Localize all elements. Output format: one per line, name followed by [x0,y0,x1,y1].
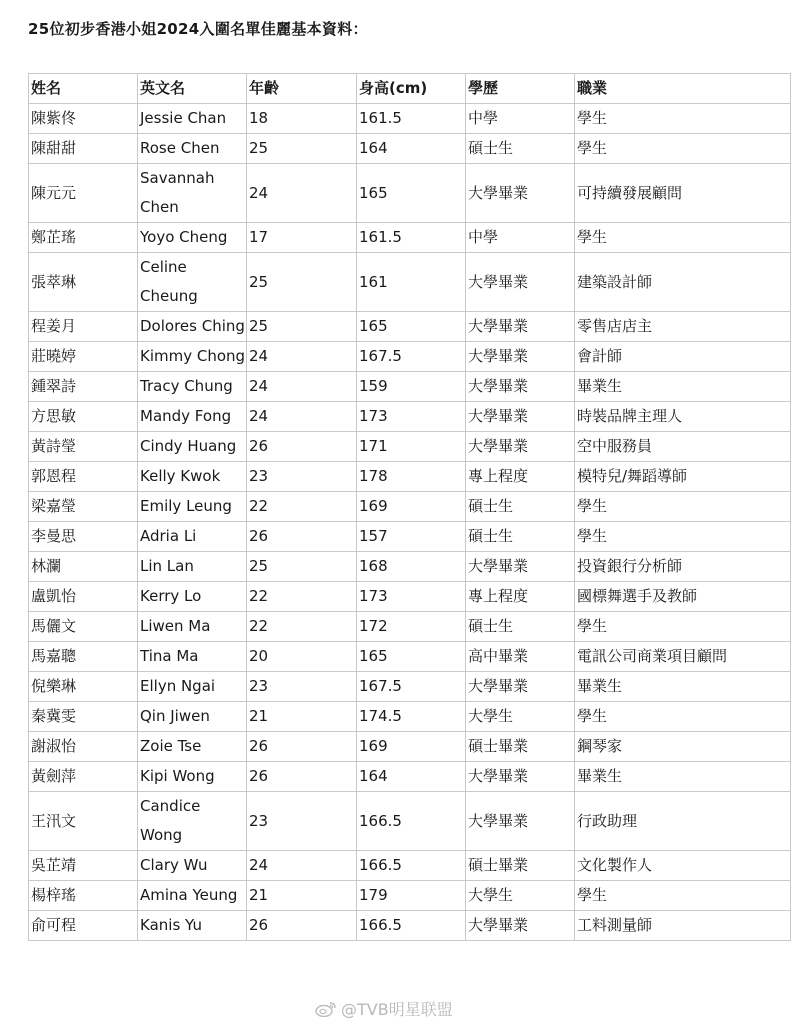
cell-age: 25 [247,134,357,164]
cell-height: 164 [357,762,466,792]
cell-height: 166.5 [357,792,466,851]
cell-english-name: Ellyn Ngai [138,672,247,702]
cell-name: 吳芷靖 [29,851,138,881]
cell-occupation: 學生 [575,881,791,911]
cell-name: 俞可程 [29,911,138,941]
cell-english-name: Adria Li [138,522,247,552]
cell-age: 24 [247,372,357,402]
cell-name: 馬嘉聰 [29,642,138,672]
table-row [29,372,791,402]
cell-education: 大學畢業 [466,402,575,432]
cell-english-name: Lin Lan [138,552,247,582]
cell-height: 159 [357,372,466,402]
cell-height: 168 [357,552,466,582]
cell-name: 楊梓瑤 [29,881,138,911]
table-row [29,851,791,881]
table-row [29,432,791,462]
cell-height: 178 [357,462,466,492]
cell-age: 22 [247,492,357,522]
cell-name: 秦冀雯 [29,702,138,732]
cell-education: 大學畢業 [466,762,575,792]
cell-english-name: Cindy Huang [138,432,247,462]
cell-education: 碩士生 [466,522,575,552]
header-occupation: 職業 [575,74,791,104]
cell-english-name: Kimmy Chong [138,342,247,372]
cell-height: 165 [357,312,466,342]
cell-occupation: 行政助理 [575,792,791,851]
cell-english-name: Clary Wu [138,851,247,881]
cell-age: 26 [247,911,357,941]
cell-name: 梁嘉瑩 [29,492,138,522]
cell-education: 大學畢業 [466,342,575,372]
cell-english-name: Rose Chen [138,134,247,164]
cell-education: 大學畢業 [466,911,575,941]
cell-name: 鄭芷瑤 [29,223,138,253]
cell-name: 方思敏 [29,402,138,432]
table-row [29,462,791,492]
cell-education: 碩士畢業 [466,732,575,762]
cell-age: 25 [247,552,357,582]
cell-age: 22 [247,582,357,612]
cell-height: 172 [357,612,466,642]
cell-occupation: 投資銀行分析師 [575,552,791,582]
cell-english-name: Kerry Lo [138,582,247,612]
cell-age: 21 [247,881,357,911]
cell-name: 謝淑怡 [29,732,138,762]
cell-english-name: Candice Wong [138,792,247,851]
cell-height: 167.5 [357,342,466,372]
cell-education: 大學畢業 [466,432,575,462]
table-row [29,223,791,253]
cell-age: 26 [247,432,357,462]
cell-education: 大學生 [466,881,575,911]
cell-name: 黃詩瑩 [29,432,138,462]
cell-occupation: 會計師 [575,342,791,372]
table-row [29,253,791,312]
cell-age: 26 [247,762,357,792]
cell-education: 高中畢業 [466,642,575,672]
watermark [315,997,453,1020]
cell-occupation: 可持續發展顧問 [575,164,791,223]
table-row [29,552,791,582]
cell-height: 167.5 [357,672,466,702]
cell-education: 專上程度 [466,582,575,612]
cell-occupation: 鋼琴家 [575,732,791,762]
cell-english-name: Kipi Wong [138,762,247,792]
cell-age: 23 [247,672,357,702]
cell-age: 24 [247,164,357,223]
table-row [29,792,791,851]
header-age: 年齡 [247,74,357,104]
cell-english-name: Zoie Tse [138,732,247,762]
cell-education: 大學畢業 [466,253,575,312]
cell-occupation: 零售店店主 [575,312,791,342]
cell-english-name: Liwen Ma [138,612,247,642]
cell-height: 166.5 [357,911,466,941]
cell-name: 林瀾 [29,552,138,582]
cell-occupation: 文化製作人 [575,851,791,881]
cell-height: 165 [357,164,466,223]
weibo-icon [315,1001,337,1017]
cell-occupation: 模特兒/舞蹈導師 [575,462,791,492]
cell-occupation: 國標舞選手及教師 [575,582,791,612]
cell-education: 碩士生 [466,134,575,164]
table-row [29,104,791,134]
table-row [29,312,791,342]
cell-age: 21 [247,702,357,732]
cell-height: 161 [357,253,466,312]
header-height: 身高(cm) [357,74,466,104]
page-title: 25位初步香港小姐2024入圍名單佳麗基本資料： [28,20,368,38]
cell-name: 莊曉婷 [29,342,138,372]
cell-english-name: Qin Jiwen [138,702,247,732]
cell-height: 165 [357,642,466,672]
cell-name: 倪樂琳 [29,672,138,702]
cell-occupation: 電訊公司商業項目顧問 [575,642,791,672]
cell-occupation: 時裝品牌主理人 [575,402,791,432]
cell-height: 173 [357,402,466,432]
cell-education: 大學畢業 [466,672,575,702]
cell-age: 26 [247,732,357,762]
cell-education: 大學生 [466,702,575,732]
cell-name: 程姜月 [29,312,138,342]
cell-english-name: Tracy Chung [138,372,247,402]
cell-height: 161.5 [357,104,466,134]
cell-name: 李曼思 [29,522,138,552]
table-row [29,911,791,941]
table-row [29,702,791,732]
cell-name: 郭恩程 [29,462,138,492]
cell-height: 173 [357,582,466,612]
cell-height: 164 [357,134,466,164]
cell-english-name: Kanis Yu [138,911,247,941]
cell-height: 169 [357,492,466,522]
cell-name: 陳元元 [29,164,138,223]
cell-name: 陳紫佟 [29,104,138,134]
table-row [29,612,791,642]
table-row [29,642,791,672]
cell-height: 179 [357,881,466,911]
cell-height: 169 [357,732,466,762]
cell-name: 陳甜甜 [29,134,138,164]
cell-english-name: Savannah Chen [138,164,247,223]
contestant-table [28,73,791,941]
cell-name: 馬儷文 [29,612,138,642]
cell-name: 鍾翠詩 [29,372,138,402]
cell-height: 166.5 [357,851,466,881]
table-row [29,522,791,552]
header-name: 姓名 [29,74,138,104]
cell-education: 大學畢業 [466,372,575,402]
cell-english-name: Amina Yeung [138,881,247,911]
cell-education: 中學 [466,104,575,134]
header-education: 學歷 [466,74,575,104]
cell-education: 大學畢業 [466,792,575,851]
table-row [29,492,791,522]
cell-age: 17 [247,223,357,253]
cell-occupation: 學生 [575,522,791,552]
cell-occupation: 工料測量師 [575,911,791,941]
cell-education: 大學畢業 [466,164,575,223]
table-row [29,672,791,702]
cell-occupation: 畢業生 [575,372,791,402]
cell-english-name: Emily Leung [138,492,247,522]
cell-age: 20 [247,642,357,672]
cell-age: 26 [247,522,357,552]
cell-age: 22 [247,612,357,642]
cell-age: 23 [247,462,357,492]
cell-name: 黃劍萍 [29,762,138,792]
cell-occupation: 建築設計師 [575,253,791,312]
cell-occupation: 學生 [575,104,791,134]
table-row [29,402,791,432]
cell-age: 24 [247,342,357,372]
table-row [29,134,791,164]
cell-english-name: Dolores Ching [138,312,247,342]
cell-english-name: Yoyo Cheng [138,223,247,253]
cell-height: 171 [357,432,466,462]
cell-age: 25 [247,312,357,342]
cell-age: 23 [247,792,357,851]
cell-name: 王汛文 [29,792,138,851]
table-row [29,881,791,911]
cell-occupation: 學生 [575,612,791,642]
cell-occupation: 畢業生 [575,672,791,702]
cell-age: 25 [247,253,357,312]
cell-occupation: 畢業生 [575,762,791,792]
watermark-text: @TVB明星联盟 [341,1000,453,1019]
cell-occupation: 學生 [575,702,791,732]
table-row [29,164,791,223]
cell-occupation: 學生 [575,223,791,253]
cell-english-name: Kelly Kwok [138,462,247,492]
cell-education: 大學畢業 [466,312,575,342]
table-row [29,342,791,372]
table-row [29,732,791,762]
cell-age: 18 [247,104,357,134]
cell-education: 中學 [466,223,575,253]
table-row [29,582,791,612]
table-row [29,762,791,792]
cell-occupation: 空中服務員 [575,432,791,462]
cell-english-name: Tina Ma [138,642,247,672]
cell-education: 碩士生 [466,612,575,642]
cell-height: 157 [357,522,466,552]
cell-education: 碩士生 [466,492,575,522]
cell-english-name: Mandy Fong [138,402,247,432]
cell-english-name: Celine Cheung [138,253,247,312]
cell-name: 張萃琳 [29,253,138,312]
cell-education: 大學畢業 [466,552,575,582]
table-header-row [29,74,791,104]
cell-occupation: 學生 [575,134,791,164]
cell-occupation: 學生 [575,492,791,522]
cell-age: 24 [247,851,357,881]
cell-english-name: Jessie Chan [138,104,247,134]
cell-education: 碩士畢業 [466,851,575,881]
cell-name: 盧凱怡 [29,582,138,612]
cell-education: 專上程度 [466,462,575,492]
header-english-name: 英文名 [138,74,247,104]
cell-age: 24 [247,402,357,432]
cell-height: 161.5 [357,223,466,253]
cell-height: 174.5 [357,702,466,732]
